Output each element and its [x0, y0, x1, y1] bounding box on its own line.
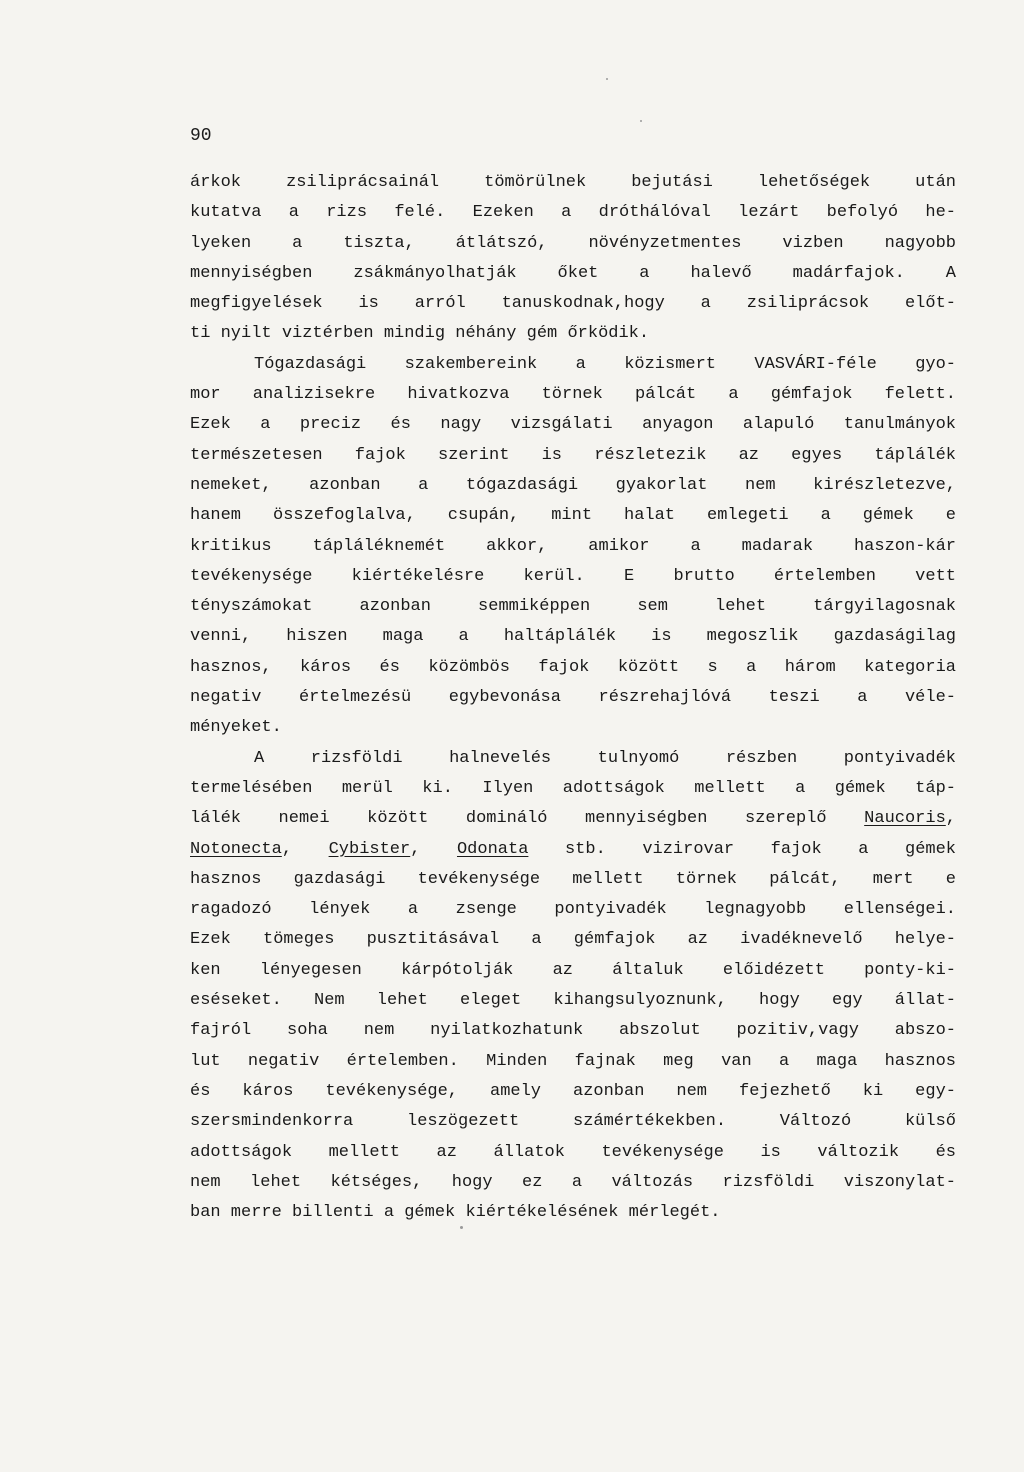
- text-run: Tógazdasági szakembereink a közismert VASVÁRI-féle gyo-: [254, 354, 956, 374]
- text-line: [190, 592, 956, 622]
- text-run: stb. vizirovar fajok a gémek: [528, 839, 956, 859]
- text-line: [190, 380, 956, 410]
- underlined-taxon: Notonecta: [190, 839, 282, 859]
- text-line: [190, 471, 956, 501]
- text-line: [190, 1047, 956, 1077]
- text-line: [190, 319, 956, 349]
- text-run: ményeket.: [190, 718, 282, 738]
- text-run: ti nyilt viztérben mindig néhány gém őrködik.: [190, 324, 650, 344]
- text-line: [190, 835, 956, 865]
- text-line: [190, 1198, 956, 1228]
- text-run: kutatva a rizs felé. Ezeken a dróthálóval lezárt befolyó he-: [190, 203, 956, 223]
- text-run: természetesen fajok szerint is részletezik az egyes táplálék: [190, 445, 956, 465]
- text-line: [190, 986, 956, 1016]
- text-run: ,: [410, 839, 457, 859]
- text-line: [190, 259, 956, 289]
- text-run: nemeket, azonban a tógazdasági gyakorlat nem kirészletezve,: [190, 475, 956, 495]
- text-run: kritikus tápláléknemét akkor, amikor a madarak haszon-kár: [190, 536, 956, 556]
- text-run: mennyiségben zsákmányolhatják őket a halevő madárfajok. A: [190, 263, 956, 283]
- text-line: [190, 1107, 956, 1137]
- text-line: [190, 562, 956, 592]
- text-line: [190, 501, 956, 531]
- text-run: A rizsföldi halnevelés tulnyomó részben pontyivadék: [254, 748, 956, 768]
- text-line: [190, 1138, 956, 1168]
- text-run: venni, hiszen maga a haltáplálék is megoszlik gazdaságilag: [190, 627, 956, 647]
- text-line: [190, 410, 956, 440]
- text-run: ken lényegesen kárpótolják az általuk előidézett ponty-ki-: [190, 960, 956, 980]
- text-line: [190, 622, 956, 652]
- text-run: árkok zsiliprácsainál tömörülnek bejutási lehetőségek után: [190, 173, 956, 192]
- text-line: [190, 168, 956, 198]
- text-line: [190, 956, 956, 986]
- text-run: megfigyelések is arról tanuskodnak,hogy a zsiliprácsok előt-: [190, 294, 956, 314]
- text-line: [190, 350, 956, 380]
- text-run: eséseket. Nem lehet eleget kihangsulyoznunk, hogy egy állat-: [190, 991, 956, 1011]
- text-run: Ezek tömeges pusztitásával a gémfajok az ivadéknevelő helye-: [190, 930, 956, 950]
- text-run: ban merre billenti a gémek kiértékelésének mérlegét.: [190, 1203, 721, 1223]
- text-line: [190, 1168, 956, 1198]
- text-run: és káros tevékenysége, amely azonban nem fejezhető ki egy-: [190, 1081, 956, 1101]
- text-line: [190, 1077, 956, 1107]
- text-run: termelésében merül ki. Ilyen adottságok mellett a gémek táp-: [190, 778, 956, 798]
- text-line: [190, 683, 956, 713]
- text-line: [190, 895, 956, 925]
- text-run: hanem összefoglalva, csupán, mint halat emlegeti a gémek e: [190, 506, 956, 526]
- text-run: ,: [281, 839, 329, 859]
- text-line: [190, 865, 956, 895]
- text-run: hasznos gazdasági tevékenysége mellett törnek pálcát, mert e: [190, 869, 956, 889]
- page-number: 90: [190, 126, 212, 146]
- text-line: [190, 532, 956, 562]
- text-run: fajról soha nem nyilatkozhatunk abszolut pozitiv,vagy abszo-: [190, 1021, 956, 1041]
- text-run: tevékenysége kiértékelésre kerül. E brutto értelemben vett: [190, 566, 956, 586]
- scan-speck: [640, 120, 642, 122]
- text-run: adottságok mellett az állatok tevékenysége is változik és: [190, 1142, 956, 1162]
- text-run: szersmindenkorra leszögezett számértékekben. Változó külső: [190, 1112, 956, 1132]
- text-line: [190, 925, 956, 955]
- text-run: lyeken a tiszta, átlátszó, növényzetmentes vizben nagyobb: [190, 233, 956, 253]
- text-run: lálék nemei között domináló mennyiségben szereplő: [190, 809, 865, 829]
- text-run: nem lehet kétséges, hogy ez a változás rizsföldi viszonylat-: [190, 1172, 956, 1192]
- text-run: tényszámokat azonban semmiképpen sem lehet tárgyilagosnak: [190, 597, 956, 617]
- text-line: [190, 804, 956, 834]
- text-run: Ezek a preciz és nagy vizsgálati anyagon alapuló tanulmányok: [190, 415, 956, 435]
- text-line: [190, 198, 956, 228]
- text-run: mor analizisekre hivatkozva törnek pálcát a gémfajok felett.: [190, 385, 956, 405]
- text-line: [190, 289, 956, 319]
- text-run: ,: [945, 809, 956, 829]
- text-run: lut negativ értelemben. Minden fajnak meg van a maga hasznos: [190, 1051, 956, 1071]
- text-run: hasznos, káros és közömbös fajok között s a három kategoria: [190, 657, 956, 677]
- text-line: [190, 713, 956, 743]
- text-line: [190, 441, 956, 471]
- underlined-taxon: Odonata: [456, 839, 529, 859]
- text-run: ragadozó lények a zsenge pontyivadék legnagyobb ellenségei.: [190, 900, 956, 920]
- text-line: [190, 229, 956, 259]
- text-line: [190, 653, 956, 683]
- underlined-taxon: Cybister: [328, 839, 411, 859]
- text-line: [190, 1016, 956, 1046]
- scan-speck: [606, 78, 608, 80]
- underlined-taxon: Naucoris: [864, 809, 946, 829]
- text-line: [190, 774, 956, 804]
- text-run: negativ értelmezésü egybevonása részrehajlóvá teszi a véle-: [190, 688, 956, 708]
- body-text: [190, 168, 956, 1228]
- text-line: [190, 744, 956, 774]
